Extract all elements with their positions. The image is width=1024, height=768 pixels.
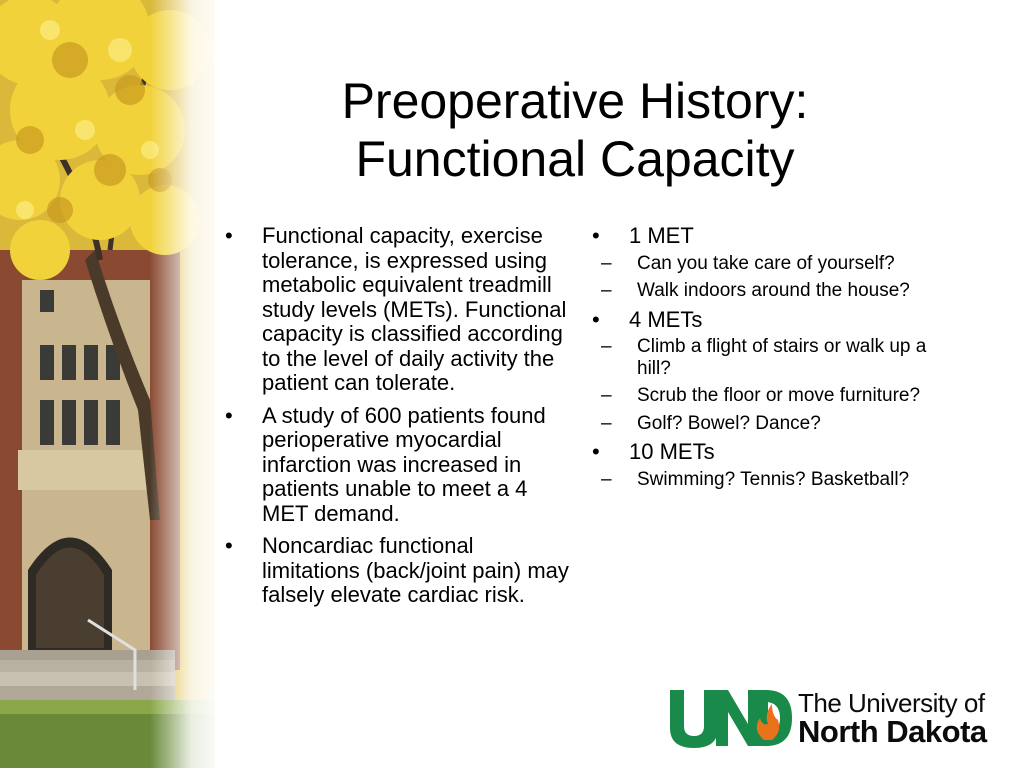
sub-bullet-text: Golf? Bowel? Dance? xyxy=(637,412,821,434)
dash-marker: – xyxy=(601,252,612,274)
und-logo xyxy=(668,684,998,750)
met-group xyxy=(592,440,942,490)
dash-marker: – xyxy=(601,336,612,357)
met-group xyxy=(592,224,942,302)
dash-marker: – xyxy=(601,385,612,406)
bullet-item xyxy=(225,534,570,608)
und-logo-mark xyxy=(668,684,792,750)
title-line-2: Functional Capacity xyxy=(355,131,795,187)
bullet-text: 4 METs xyxy=(629,306,703,332)
bullet-item xyxy=(592,224,942,249)
sub-bullet-text: Swimming? Tennis? Basketball? xyxy=(637,468,910,490)
bullet-item xyxy=(225,224,570,396)
bullet-item xyxy=(225,404,570,527)
sub-bullet-text: Walk indoors around the house? xyxy=(637,280,910,301)
sub-bullet-text: Can you take care of yourself? xyxy=(637,252,895,274)
title-line-1: Preoperative History: xyxy=(341,73,809,129)
met-group xyxy=(592,308,942,435)
sub-bullet-text: Scrub the floor or move furniture? xyxy=(637,385,921,406)
bullet-text: 10 METs xyxy=(629,439,715,464)
bullet-text: 1 MET xyxy=(629,223,694,248)
bullet-marker: • xyxy=(225,402,233,428)
bullet-text: Noncardiac functional limitations (back/joint pain) may falsely elevate cardiac risk. xyxy=(262,533,569,607)
dash-marker: – xyxy=(601,412,612,434)
dash-marker: – xyxy=(601,468,612,490)
bullet-marker: • xyxy=(592,439,600,464)
bullet-marker: • xyxy=(225,533,233,558)
dash-marker: – xyxy=(601,280,612,301)
bullet-marker: • xyxy=(225,223,233,248)
bullet-marker: • xyxy=(592,223,600,248)
sub-bullet-item xyxy=(592,385,942,407)
bullet-text: Functional capacity, exercise tolerance, is expressed using metabolic equivalent treadmill study levels (METs). Functional capacity is classified according to the level of daily activity the patient can tolerate. xyxy=(262,223,567,395)
sub-bullet-item xyxy=(592,336,942,379)
slide-title xyxy=(230,72,920,188)
right-bullet-list xyxy=(592,224,942,496)
sub-bullet-item xyxy=(592,413,942,435)
campus-photo xyxy=(0,0,215,768)
sub-bullet-item xyxy=(592,469,942,491)
sub-bullet-item xyxy=(592,280,942,302)
logo-text-line-1: The University of xyxy=(798,688,985,718)
left-bullet-list xyxy=(225,224,570,616)
bullet-item xyxy=(592,308,942,333)
bullet-item xyxy=(592,440,942,465)
bullet-marker: • xyxy=(592,306,600,332)
photo-fade-overlay xyxy=(150,0,215,768)
sub-bullet-item xyxy=(592,253,942,275)
sub-bullet-text: Climb a flight of stairs or walk up a hill? xyxy=(637,336,927,379)
logo-text-line-2: North Dakota xyxy=(798,714,987,749)
bullet-text: A study of 600 patients found perioperative myocardial infarction was increased in patients unable to meet a 4 MET demand. xyxy=(262,402,546,526)
